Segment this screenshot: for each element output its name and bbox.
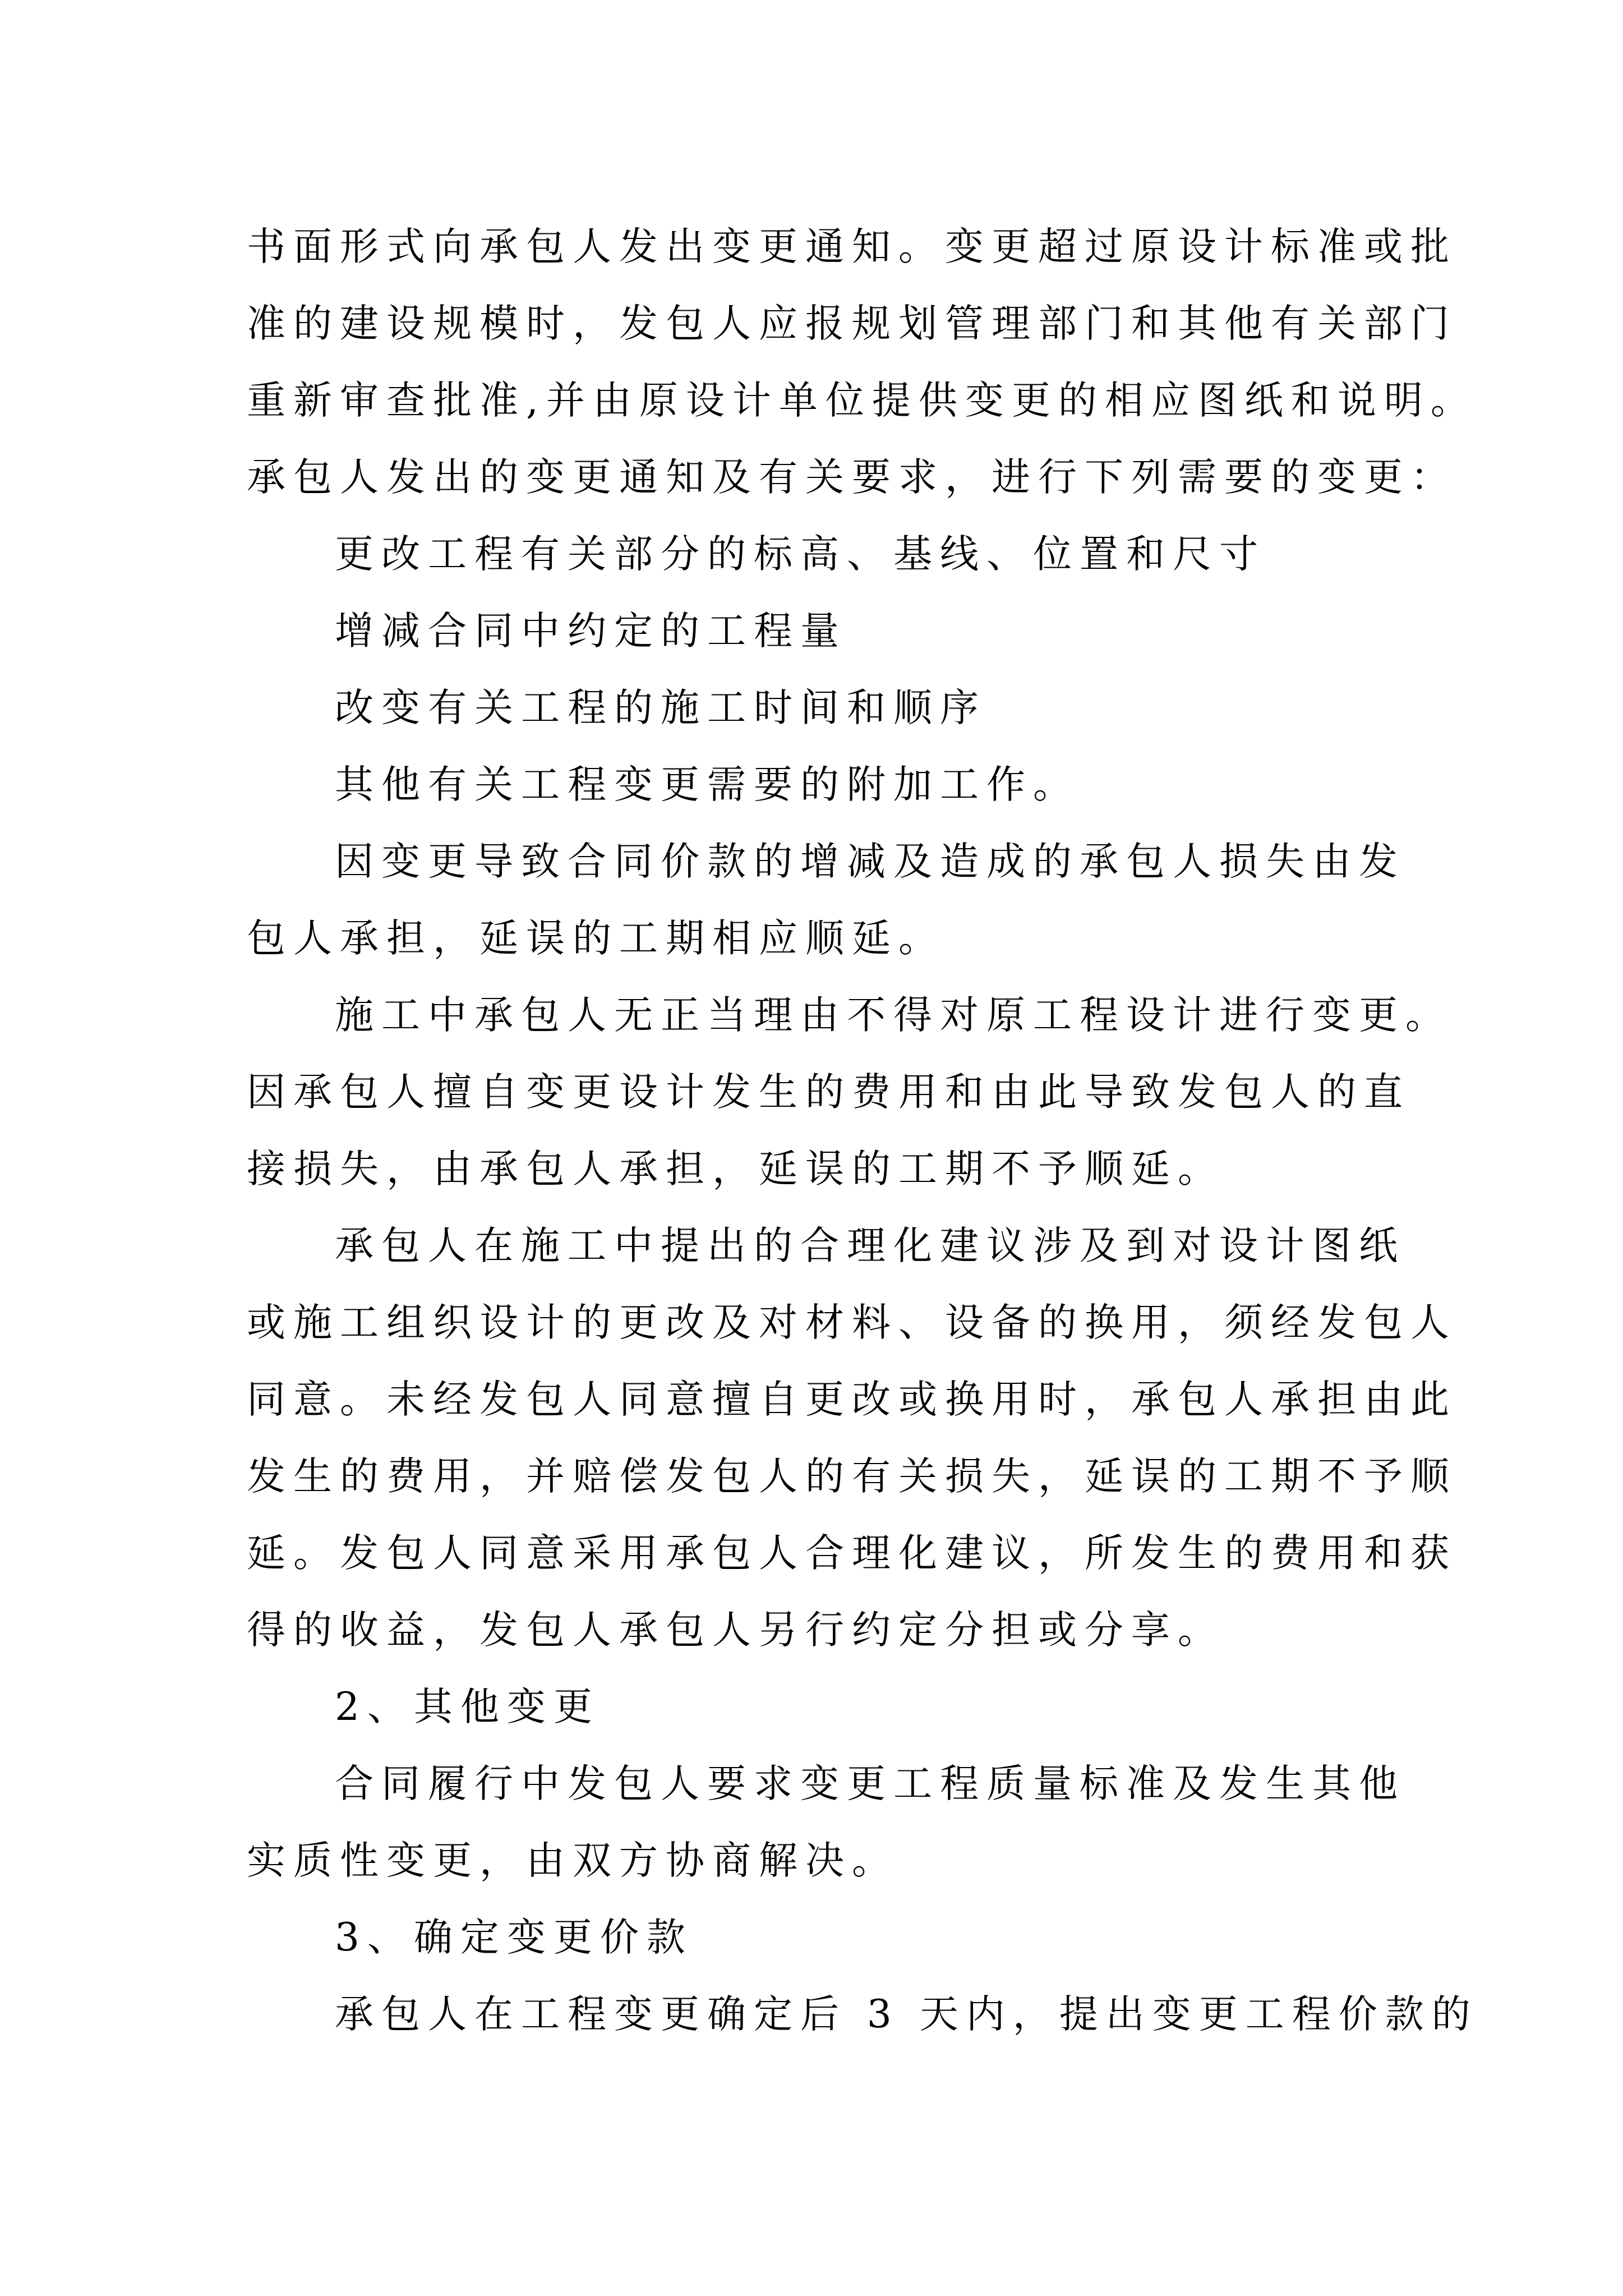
- text-line: 书面形式向承包人发出变更通知。变更超过原设计标准或批: [247, 224, 1457, 269]
- paragraph-start: 承包人在工程变更确定后 3 天内，提出变更工程价款的: [335, 1992, 1478, 2037]
- text-line: 实质性变更，由双方协商解决。: [247, 1838, 898, 1883]
- text-line: 重新审查批准,并由原设计单位提供变更的相应图纸和说明。: [247, 378, 1477, 423]
- text-line: 或施工组织设计的更改及对材料、设备的换用，须经发包人: [247, 1300, 1457, 1345]
- text-line: 因承包人擅自变更设计发生的费用和由此导致发包人的直: [247, 1070, 1410, 1115]
- paragraph-start: 因变更导致合同价款的增减及造成的承包人损失由发: [335, 839, 1405, 884]
- document-body: [247, 209, 1478, 2053]
- text-line: 接损失，由承包人承担，延误的工期不予顺延。: [247, 1147, 1224, 1191]
- paragraph-start: 施工中承包人无正当理由不得对原工程设计进行变更。: [335, 993, 1452, 1038]
- paragraph-start: 合同履行中发包人要求变更工程质量标准及发生其他: [335, 1761, 1405, 1806]
- list-item: 其他有关工程变更需要的附加工作。: [335, 762, 1080, 807]
- text-line: 承包人发出的变更通知及有关要求，进行下列需要的变更：: [247, 455, 1457, 500]
- text-line: 准的建设规模时，发包人应报规划管理部门和其他有关部门: [247, 301, 1457, 346]
- list-item: 更改工程有关部分的标高、基线、位置和尺寸: [335, 532, 1266, 577]
- section-heading: 2、其他变更: [335, 1685, 600, 1729]
- list-item: 改变有关工程的施工时间和顺序: [335, 685, 986, 730]
- text-line: 包人承担，延误的工期相应顺延。: [247, 916, 945, 961]
- paragraph-start: 承包人在施工中提出的合理化建议涉及到对设计图纸: [335, 1223, 1405, 1268]
- text-line: 同意。未经发包人同意擅自更改或换用时，承包人承担由此: [247, 1377, 1457, 1422]
- list-item: 增减合同中约定的工程量: [335, 609, 847, 654]
- text-line: 得的收益，发包人承包人另行约定分担或分享。: [247, 1608, 1224, 1653]
- text-line: 发生的费用，并赔偿发包人的有关损失，延误的工期不予顺: [247, 1454, 1457, 1499]
- text-line: 延。发包人同意采用承包人合理化建议，所发生的费用和获: [247, 1531, 1457, 1576]
- section-heading: 3、确定变更价款: [335, 1915, 693, 1960]
